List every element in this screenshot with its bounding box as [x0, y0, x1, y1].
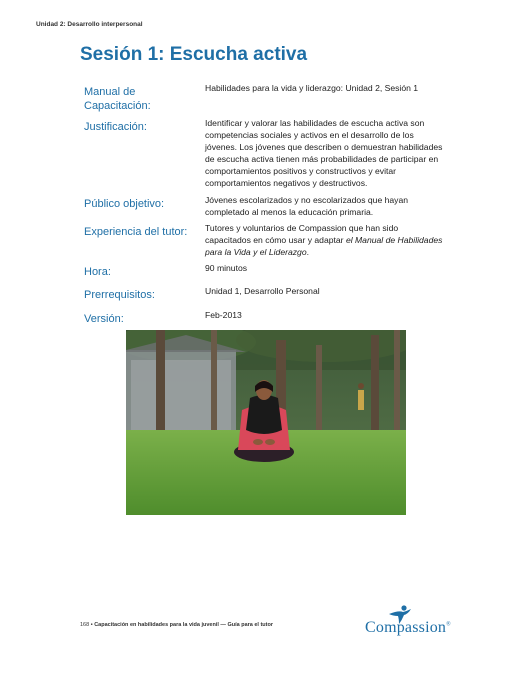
value-time: 90 minutos [205, 263, 248, 273]
value-target-audience: Jóvenes escolarizados y no escolarizados que hayan completado al menos la educación primaria. [205, 195, 409, 217]
page-title: Sesión 1: Escucha activa [80, 44, 308, 65]
value-tutor-experience-start: Tutores y voluntarios de Compassion que han sido capacitados en cómo usar y adaptar [205, 223, 399, 245]
page-footer [80, 622, 273, 628]
footer-text: Capacitación en habilidades para la vida juvenil — Guía para el tutor [94, 622, 273, 628]
compassion-logo [365, 605, 465, 643]
label-time: Hora: [84, 266, 111, 278]
label-training-manual: Manual de Capacitación: [84, 86, 151, 112]
value-version: Feb-2013 [205, 310, 242, 320]
value-prerequisites: Unidad 1, Desarrollo Personal [205, 286, 320, 296]
label-version: Versión: [84, 313, 124, 325]
logo-text [365, 619, 451, 637]
footer-bullet: • [90, 622, 93, 628]
running-header: Unidad 2: Desarrollo interpersonal [36, 21, 143, 28]
value-tutor-experience [205, 222, 445, 258]
value-tutor-experience-end: . [306, 247, 309, 257]
value-justification: Identificar y valorar las habilidades de escucha activa son competencias sociales y activos en el desarrollo de los jóvenes. Los jóvenes que describen o demuestran habilidades de escucha activa tienen más probabilidades de participar en comportamientos positivos y constructivos y evitar comportamientos negativos y destructivos. [205, 118, 443, 188]
logo-wordmark: Compassion [365, 619, 447, 636]
label-tutor-experience: Experiencia del tutor: [84, 226, 188, 238]
photo-girl-sitting-on-grass [126, 330, 406, 515]
value-tutor-experience-manual: el Manual de Habilidades para la Vida y el Liderazgo [205, 235, 443, 257]
logo-registered-mark: ® [446, 621, 451, 628]
value-training-manual: Habilidades para la vida y liderazgo: Unidad 2, Sesión 1 [205, 83, 419, 93]
page-number: 168 [80, 622, 90, 628]
label-target-audience: Público objetivo: [84, 198, 165, 210]
label-justification: Justificación: [84, 121, 147, 133]
label-prerequisites: Prerrequisitos: [84, 289, 155, 301]
